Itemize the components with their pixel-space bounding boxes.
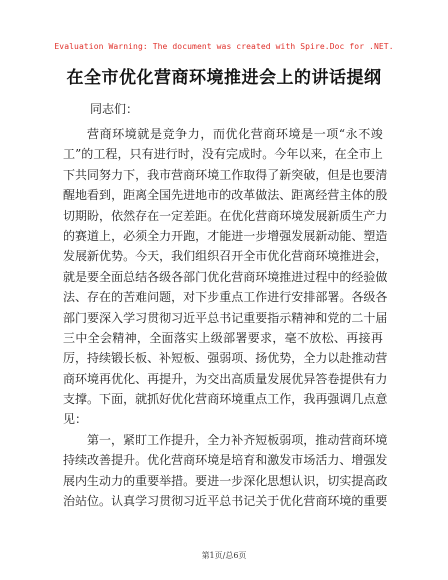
- body-line: 持 续 改 善 提 升 。 优 化 营 商 环 境 是 培 育 和 激 发 市 场 活 力 、 增 强 发: [63, 453, 388, 468]
- body-line: 营 商 环 境 就 是 竞 争 力 ， 而 优 化 营 商 环 境 是 一 项 “ 永 不 竣: [87, 127, 383, 141]
- body-line: 三 中 全 会 精 神 ， 全 面 落 实 上 级 部 署 要 求 ， 毫 不 放 松 、 再 接 再: [63, 330, 383, 345]
- document-body: [63, 124, 388, 511]
- document-title: 在全市优化营商环境推进会上的讲话提纲: [66, 68, 382, 88]
- body-line: 醒 地 看 到 ， 距 离 全 国 先 进 地 市 的 改 革 做 法 、 距 离 经 营 主 体 的 殷: [63, 188, 388, 203]
- body-line: 下 共 同 努 力 下 ， 我 市 营 商 环 境 工 作 取 得 了 新 突 破 ， 但 是 也 要 清: [63, 167, 388, 182]
- body-line: 就 是 要 全 面 总 结 各 级 各 部 门 优 化 营 商 环 境 推 进 过 程 中 的 经 验 做: [63, 269, 388, 284]
- body-line: 发 展 新 优 势 。 今 天 ， 我 们 组 织 召 开 全 市 优 化 营 商 环 境 推 进 会 ，: [63, 249, 388, 264]
- body-line: 第 一 ， 紧 盯 工 作 提 升 ， 全 力 补 齐 短 板 弱 项 ， 推 动 营 商 环 境: [87, 432, 388, 447]
- body-line: 工 ” 的 工 程 ， 只 有 进 行 时 ， 没 有 完 成 时 。 今 年 以 来 ， 在 全 市 上: [63, 147, 383, 162]
- page-footer: 第1页/总6页: [201, 551, 247, 560]
- evaluation-warning: Evaluation Warning: The document was created with Spire.Doc for .NET.: [54, 42, 394, 51]
- body-line: 的 赛 道 上 ， 必 须 全 力 开 跑 ， 才 能 进 一 步 增 强 发 展 新 动 能 、 塑 造: [63, 228, 388, 243]
- body-line: 厉 ， 持 续 锻 长 板 、 补 短 板 、 强 弱 项 、 扬 优 势 ， 全 力 以 赴 推 动 营: [63, 351, 388, 366]
- body-line: 治 站 位 。 认 真 学 习 贯 彻 习 近 平 总 书 记 关 于 优 化 营 商 环 境 的 重 要: [63, 494, 388, 509]
- body-line: 见：: [63, 412, 88, 427]
- body-line: 商 环 境 再 优 化 、 再 提 升 ， 为 交 出 高 质 量 发 展 优 异 答 卷 提 供 有 力: [63, 371, 388, 386]
- greeting: 同志们：: [90, 102, 139, 116]
- body-line: 法 、 存 在 的 苦 难 问 题 ， 对 下 步 重 点 工 作 进 行 安 排 部 署 。 各 级 各: [63, 290, 388, 305]
- body-line: 部 门 要 深 入 学 习 贯 彻 习 近 平 总 书 记 重 要 指 示 精 神 和 党 的 二 十 届: [63, 310, 388, 325]
- body-line: 支 撑 。 下 面 ， 就 抓 好 优 化 营 商 环 境 重 点 工 作 ， 我 再 强 调 几 点 意: [63, 392, 388, 407]
- body-line: 展 内 生 动 力 的 重 要 举 措 。 要 进 一 步 深 化 思 想 认 识 ， 切 实 提 高 政: [63, 473, 388, 488]
- body-line: 切 期 盼 ， 依 然 存 在 一 定 差 距 。 在 优 化 营 商 环 境 发 展 新 质 生 产 力: [63, 208, 388, 223]
